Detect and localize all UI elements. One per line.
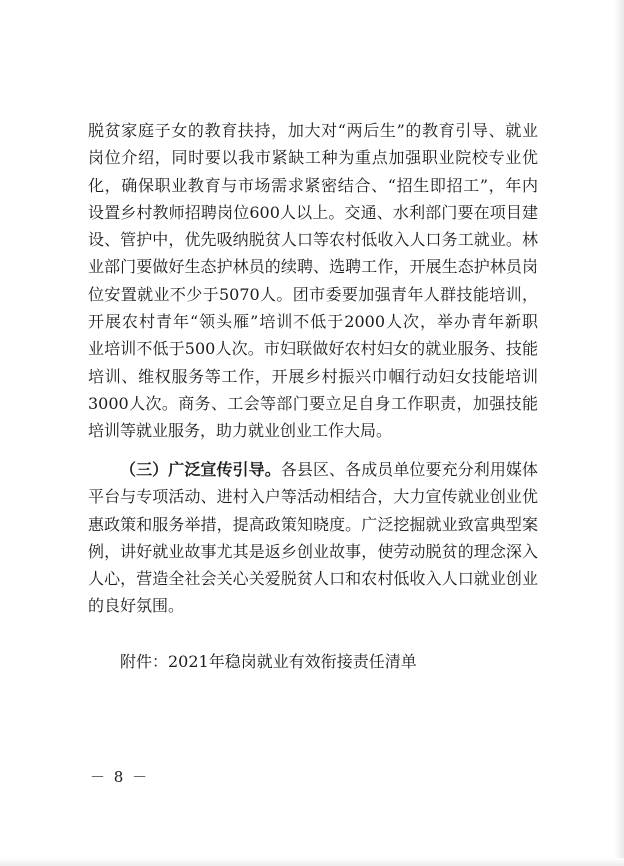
text-line: 例，讲好就业故事尤其是返乡创业故事，使劳动脱贫的理念深入 bbox=[88, 541, 538, 561]
text-line: 惠政策和服务举措，提高政策知晓度。广泛挖掘就业致富典型案 bbox=[88, 514, 538, 534]
text-line: 业培训不低于500人次。市妇联做好农村妇女的就业服务、技能 bbox=[88, 339, 538, 359]
paragraph-employment-support bbox=[88, 117, 538, 445]
text-line: 位安置就业不少于5070人。团市委要加强青年人群技能培训， bbox=[88, 284, 538, 304]
text-line: 业部门要做好生态护林员的续聘、选聘工作，开展生态护林员岗 bbox=[88, 257, 538, 277]
text-line-with-heading bbox=[88, 456, 538, 483]
scan-edge-right bbox=[614, 0, 624, 866]
page-number: － 8 － bbox=[90, 768, 150, 786]
scan-edge-bottom bbox=[0, 858, 624, 866]
text-line: 的良好氛围。 bbox=[88, 596, 185, 616]
paragraph-publicity-guidance bbox=[88, 456, 538, 620]
text-line: 设、管护中，优先吸纳脱贫人口等农村低收入人口务工就业。林 bbox=[88, 230, 538, 250]
text-line: 平台与专项活动、进村入户等活动相结合，大力宣传就业创业优 bbox=[88, 487, 538, 507]
text-line: 开展农村青年“领头雁”培训不低于2000人次，举办青年新职 bbox=[88, 312, 538, 332]
text-line: 设置乡村教师招聘岗位600人以上。交通、水利部门要在项目建 bbox=[88, 202, 538, 222]
text-line: 人心，营造全社会关心关爱脱贫人口和农村低收入人口就业创业 bbox=[88, 569, 538, 589]
text-line: 化，确保职业教育与市场需求紧密结合、“招生即招工”，年内 bbox=[88, 175, 538, 195]
text-line: 培训等就业服务，助力就业创业工作大局。 bbox=[88, 421, 393, 441]
text-line: 岗位介绍，同时要以我市紧缺工种为重点加强职业院校专业优 bbox=[88, 148, 538, 168]
text-run: 各县区、各成员单位要充分利用媒体 bbox=[280, 460, 538, 479]
text-line: 3000人次。商务、工会等部门要立足自身工作职责，加强技能 bbox=[88, 393, 538, 413]
text-line: 培训、维权服务等工作，开展乡村振兴巾帼行动妇女技能培训 bbox=[88, 366, 538, 386]
text-line: 脱贫家庭子女的教育扶持，加大对“两后生”的教育引导、就业 bbox=[88, 121, 538, 140]
section-heading: （三）广泛宣传引导。 bbox=[120, 460, 281, 479]
attachment-note: 附件：2021年稳岗就业有效衔接责任清单 bbox=[120, 652, 417, 671]
